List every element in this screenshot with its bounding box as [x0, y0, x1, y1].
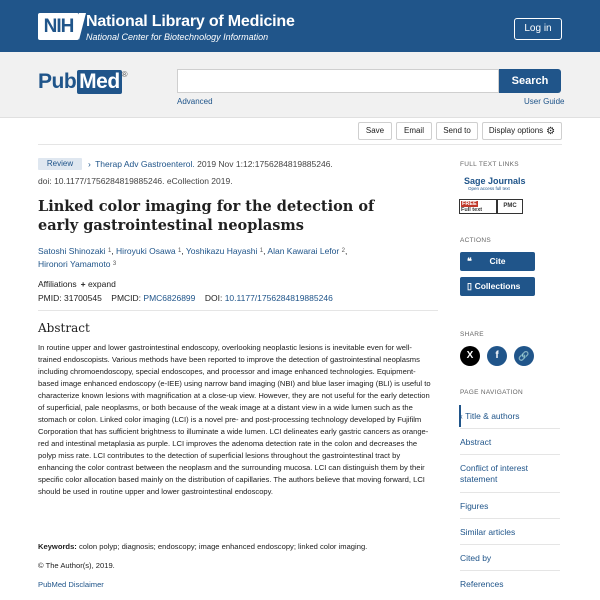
nih-subtitle: National Center for Biotechnology Information: [86, 32, 269, 42]
keywords: [38, 542, 434, 551]
nav-item-abstract[interactable]: Abstract: [460, 437, 492, 447]
abstract-text: In routine upper and lower gastrointestinal endoscopy, overlooking neoplastic lesions is inevitable even for well-trained endoscopists. Various methods have been reported to improve the detection of gastrointestinal neoplasms including chromoendoscopy, special endoscopes, and processor and image enhanced technologies. Equipment-based image enhanced endoscopy (e-IEE) using narrow band imaging (NBI) and blue laser imaging (BLI) is useful to characterize known lesions with magnification at a close-up view. However, they are not useful for the early detection of superficial, pale neoplasms, or both because of the weak image at a distant view in a wide lumen such as the stomach or colon. Linked color imaging (LCI) is a novel pre- and post-processing technology developed by Fujifilm Corporation that has sufficient brightness to illuminate a wide lumen. LCI delineates early gastric cancers as orange-red and intestinal metaplasia as purple. LCI improves the adenoma detection rate in the colon and decreases the polyp miss rate. LCI contributes to the detection of superficial lesions throughout the gastrointestinal tract by enhancing the color contrast between the neoplasm and the surrounding mucosa. LCI can distinguish them by their specific color allocation based mainly on the distribution of capillaries. The authors believe that moving forward, LCI should be used in routine upper and lower gastrointestinal endoscopy.: [38, 343, 431, 496]
advanced-search-link[interactable]: Advanced: [177, 97, 213, 106]
sage-journals-sub: Open access full text: [468, 186, 510, 191]
pubmed-logo-pub: Pub: [38, 70, 77, 93]
pmid-label: PMID:: [38, 293, 62, 303]
author-link[interactable]: Alan Kawarai Lefor: [267, 246, 340, 256]
affiliation-sup[interactable]: 1: [177, 248, 182, 254]
pmcid-link[interactable]: PMC6826899: [143, 293, 196, 303]
nav-divider: [460, 518, 560, 519]
nav-item-similar-articles[interactable]: Similar articles: [460, 527, 516, 537]
nav-divider: [460, 454, 560, 455]
keywords-value: colon polyp; diagnosis; endoscopy; image enhanced endoscopy; linked color imaging.: [78, 542, 368, 551]
search-band: [0, 52, 600, 118]
nav-divider: [460, 570, 560, 571]
page-navigation-label: PAGE NAVIGATION: [460, 389, 524, 396]
collections-label: Collections: [474, 281, 521, 291]
nav-item-title-authors[interactable]: [460, 411, 560, 422]
journal-link[interactable]: Therap Adv Gastroenterol.: [95, 159, 195, 169]
copyright: © The Author(s), 2019.: [38, 561, 115, 570]
nih-logo[interactable]: NIH: [38, 13, 79, 40]
bookmark-icon: ▯: [467, 281, 472, 291]
link-share-icon[interactable]: 🔗: [514, 346, 534, 366]
author-link[interactable]: Hironori Yamamoto: [38, 259, 111, 269]
actions-label: ACTIONS: [460, 237, 491, 244]
x-share-icon[interactable]: X: [460, 346, 480, 366]
pmid-value: 31700545: [64, 293, 102, 303]
nav-item-figures[interactable]: Figures: [460, 501, 489, 511]
search-input[interactable]: [177, 69, 499, 93]
gear-icon: ⚙: [546, 126, 556, 137]
display-options-button[interactable]: [482, 122, 562, 140]
nav-item-conflict[interactable]: Conflict of interest statement: [460, 463, 529, 484]
nav-divider: [460, 492, 560, 493]
chevron-right-icon: ›: [88, 159, 91, 169]
nih-title[interactable]: National Library of Medicine: [86, 13, 295, 30]
article-title: Linked color imaging for the detection of early gastrointestinal neoplasms: [38, 198, 375, 234]
affiliation-sup[interactable]: 1: [259, 248, 264, 254]
pubmed-logo-med: Med: [79, 70, 120, 93]
send-to-button[interactable]: Send to: [436, 122, 478, 140]
affiliations-toggle[interactable]: [38, 279, 116, 289]
section-divider: [38, 310, 438, 311]
doi-link[interactable]: 10.1177/1756284819885246: [224, 293, 333, 303]
author-link[interactable]: Satoshi Shinozaki: [38, 246, 106, 256]
user-guide-link[interactable]: User Guide: [524, 97, 565, 106]
author-list: Satoshi Shinozaki $^1$, Hiroyuki Osawa $^1$, Yoshikazu Hayashi $^1$, Alan Kawarai Lefor $^2$, Hironori Yamamoto $^3$: [38, 246, 348, 269]
nav-item-cited-by[interactable]: Cited by: [460, 553, 492, 563]
nav-item-references[interactable]: References: [460, 579, 504, 589]
pubmed-logo-reg: ®: [121, 70, 128, 79]
quote-icon: ❝: [467, 256, 472, 266]
publication-type-badge: Review: [38, 158, 82, 170]
save-button[interactable]: Save: [358, 122, 392, 140]
affiliation-sup[interactable]: 2: [341, 248, 345, 254]
nih-banner: [0, 0, 600, 52]
cite-button[interactable]: [460, 252, 535, 271]
identifier-line: [38, 293, 333, 303]
doi-line: doi: 10.1177/1756284819885246. eCollection 2019.: [38, 176, 233, 186]
toolbar-divider: [38, 144, 562, 145]
facebook-share-icon[interactable]: f: [487, 346, 507, 366]
collections-button[interactable]: [460, 277, 535, 296]
login-button[interactable]: Log in: [514, 18, 562, 40]
full-text-label: Full text: [461, 207, 483, 213]
keywords-label: Keywords:: [38, 542, 77, 551]
search-button[interactable]: Search: [499, 69, 561, 93]
email-button[interactable]: Email: [396, 122, 432, 140]
pmcid-label: PMCID:: [111, 293, 142, 303]
nav-divider: [460, 544, 560, 545]
full-text-links-label: FULL TEXT LINKS: [460, 161, 519, 168]
affiliation-sup[interactable]: 3: [112, 261, 117, 267]
author-link[interactable]: Hiroyuki Osawa: [116, 246, 176, 256]
free-badge: FREE: [462, 201, 477, 207]
cite-label: Cite: [489, 256, 506, 266]
pmc-link[interactable]: PMC: [497, 199, 523, 214]
pubmed-disclaimer-link[interactable]: PubMed Disclaimer: [38, 580, 104, 589]
citation-line: [88, 159, 333, 169]
nav-item-label: Title & authors: [465, 411, 520, 421]
plus-icon: +: [80, 279, 86, 289]
pubmed-logo[interactable]: [38, 70, 127, 94]
nav-divider: [460, 428, 560, 429]
chevron-up-icon: ‹: [460, 411, 463, 421]
author-link[interactable]: Yoshikazu Hayashi: [185, 246, 258, 256]
sage-journals-link[interactable]: Sage Journals: [464, 176, 526, 186]
citation-text: 2019 Nov 1:12:1756284819885246.: [197, 159, 333, 169]
free-full-text-link[interactable]: [459, 199, 497, 214]
abstract-heading: Abstract: [38, 321, 90, 335]
affiliation-sup[interactable]: 1: [107, 248, 112, 254]
expand-label: expand: [87, 279, 116, 289]
share-label: SHARE: [460, 331, 484, 338]
doi-label: DOI:: [204, 293, 223, 303]
affiliations-label: Affiliations: [38, 279, 77, 289]
display-options-label: Display options: [488, 126, 544, 135]
